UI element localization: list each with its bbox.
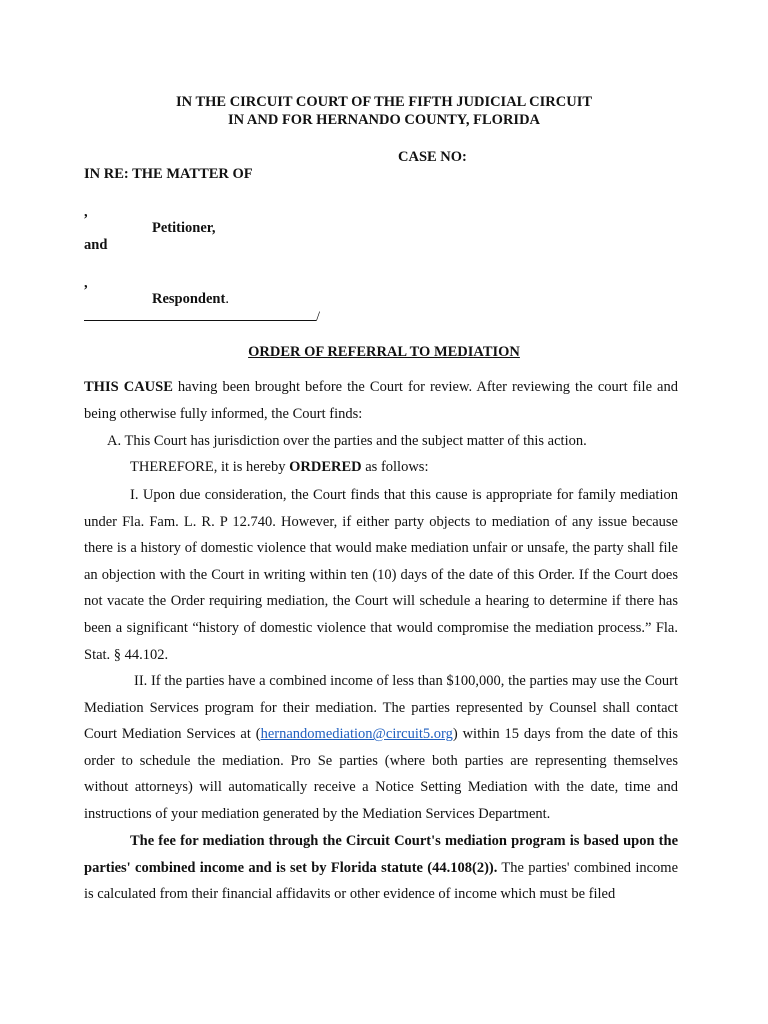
intro-bold-text: THIS CAUSE: [84, 379, 173, 395]
item-i-paragraph: I. Upon due consideration, the Court finds that this cause is appropriate for family mediation under Fla. Fam. L. R. P 12.740. However, if either party objects to mediation of any issue because there is a history of domestic violence that would make mediation unfair or unsafe, the party shall file an objection with the Court in writing within ten (10) days of the date of this Order. If the Court does not vacate the Order requiring mediation, the Court will schedule a hearing to determine if there has been a significant “history of domestic violence that would compromise the mediation process.” Fla. Stat. § 44.102.: [84, 487, 678, 663]
fee-paragraph: [84, 828, 678, 908]
therefore-line: [130, 458, 428, 476]
order-title: ORDER OF REFERRAL TO MEDIATION: [248, 344, 520, 360]
fee-bold-text: The fee for mediation through the Circuit Court's mediation program is based upon the parties' combined income and is set by Florida statute (44.108(2)).: [84, 833, 678, 876]
petitioner-name-comma: ,: [84, 204, 88, 220]
intro-paragraph: [84, 374, 678, 427]
petitioner-label: Petitioner,: [152, 220, 216, 236]
respondent-name-comma: ,: [84, 275, 88, 291]
fee-text: The parties' combined income is calculated from their financial affidavits or other evidence of income which must be filed: [84, 859, 679, 903]
therefore-text-post: as follows:: [361, 459, 429, 475]
item-ii-text-post: ) within 15 days from the date of this order to schedule the mediation. Pro Se parties (where both parties are representing themselves without attorneys) will automatically receive a Notice Setting Mediation with the date, time and instructions of your mediation generated by the Mediation Services Department.: [84, 726, 679, 822]
respondent-period: .: [225, 291, 229, 307]
respondent-label: Respondent: [152, 291, 226, 307]
court-heading-line-2: IN AND FOR HERNANDO COUNTY, FLORIDA: [227, 112, 541, 128]
intro-text: having been brought before the Court for review. After reviewing the court file and being otherwise fully informed, the Court finds:: [84, 379, 678, 422]
in-re-label: IN RE: THE MATTER OF: [84, 166, 253, 182]
caption-slash: /: [316, 309, 321, 325]
case-number-label: CASE NO:: [398, 149, 467, 165]
mediation-email-link[interactable]: hernandomediation@circuit5.org: [260, 726, 453, 743]
item-ii-text-pre: II. If the parties have a combined income of less than $100,000, the parties may use the Court Mediation Services program for their mediation. The parties represented by Counsel shall contact Court Mediation Services at (: [84, 673, 678, 743]
and-label: and: [84, 237, 108, 253]
ordered-bold-text: ORDERED: [289, 459, 362, 475]
respondent-line: [152, 290, 229, 308]
caption-signature-line: [84, 320, 316, 321]
court-heading-line-1: IN THE CIRCUIT COURT OF THE FIFTH JUDICIAL CIRCUIT: [175, 94, 593, 110]
finding-a: A. This Court has jurisdiction over the parties and the subject matter of this action.: [107, 433, 587, 449]
therefore-text-pre: THEREFORE, it is hereby: [130, 459, 290, 475]
item-ii-paragraph: [84, 668, 678, 828]
